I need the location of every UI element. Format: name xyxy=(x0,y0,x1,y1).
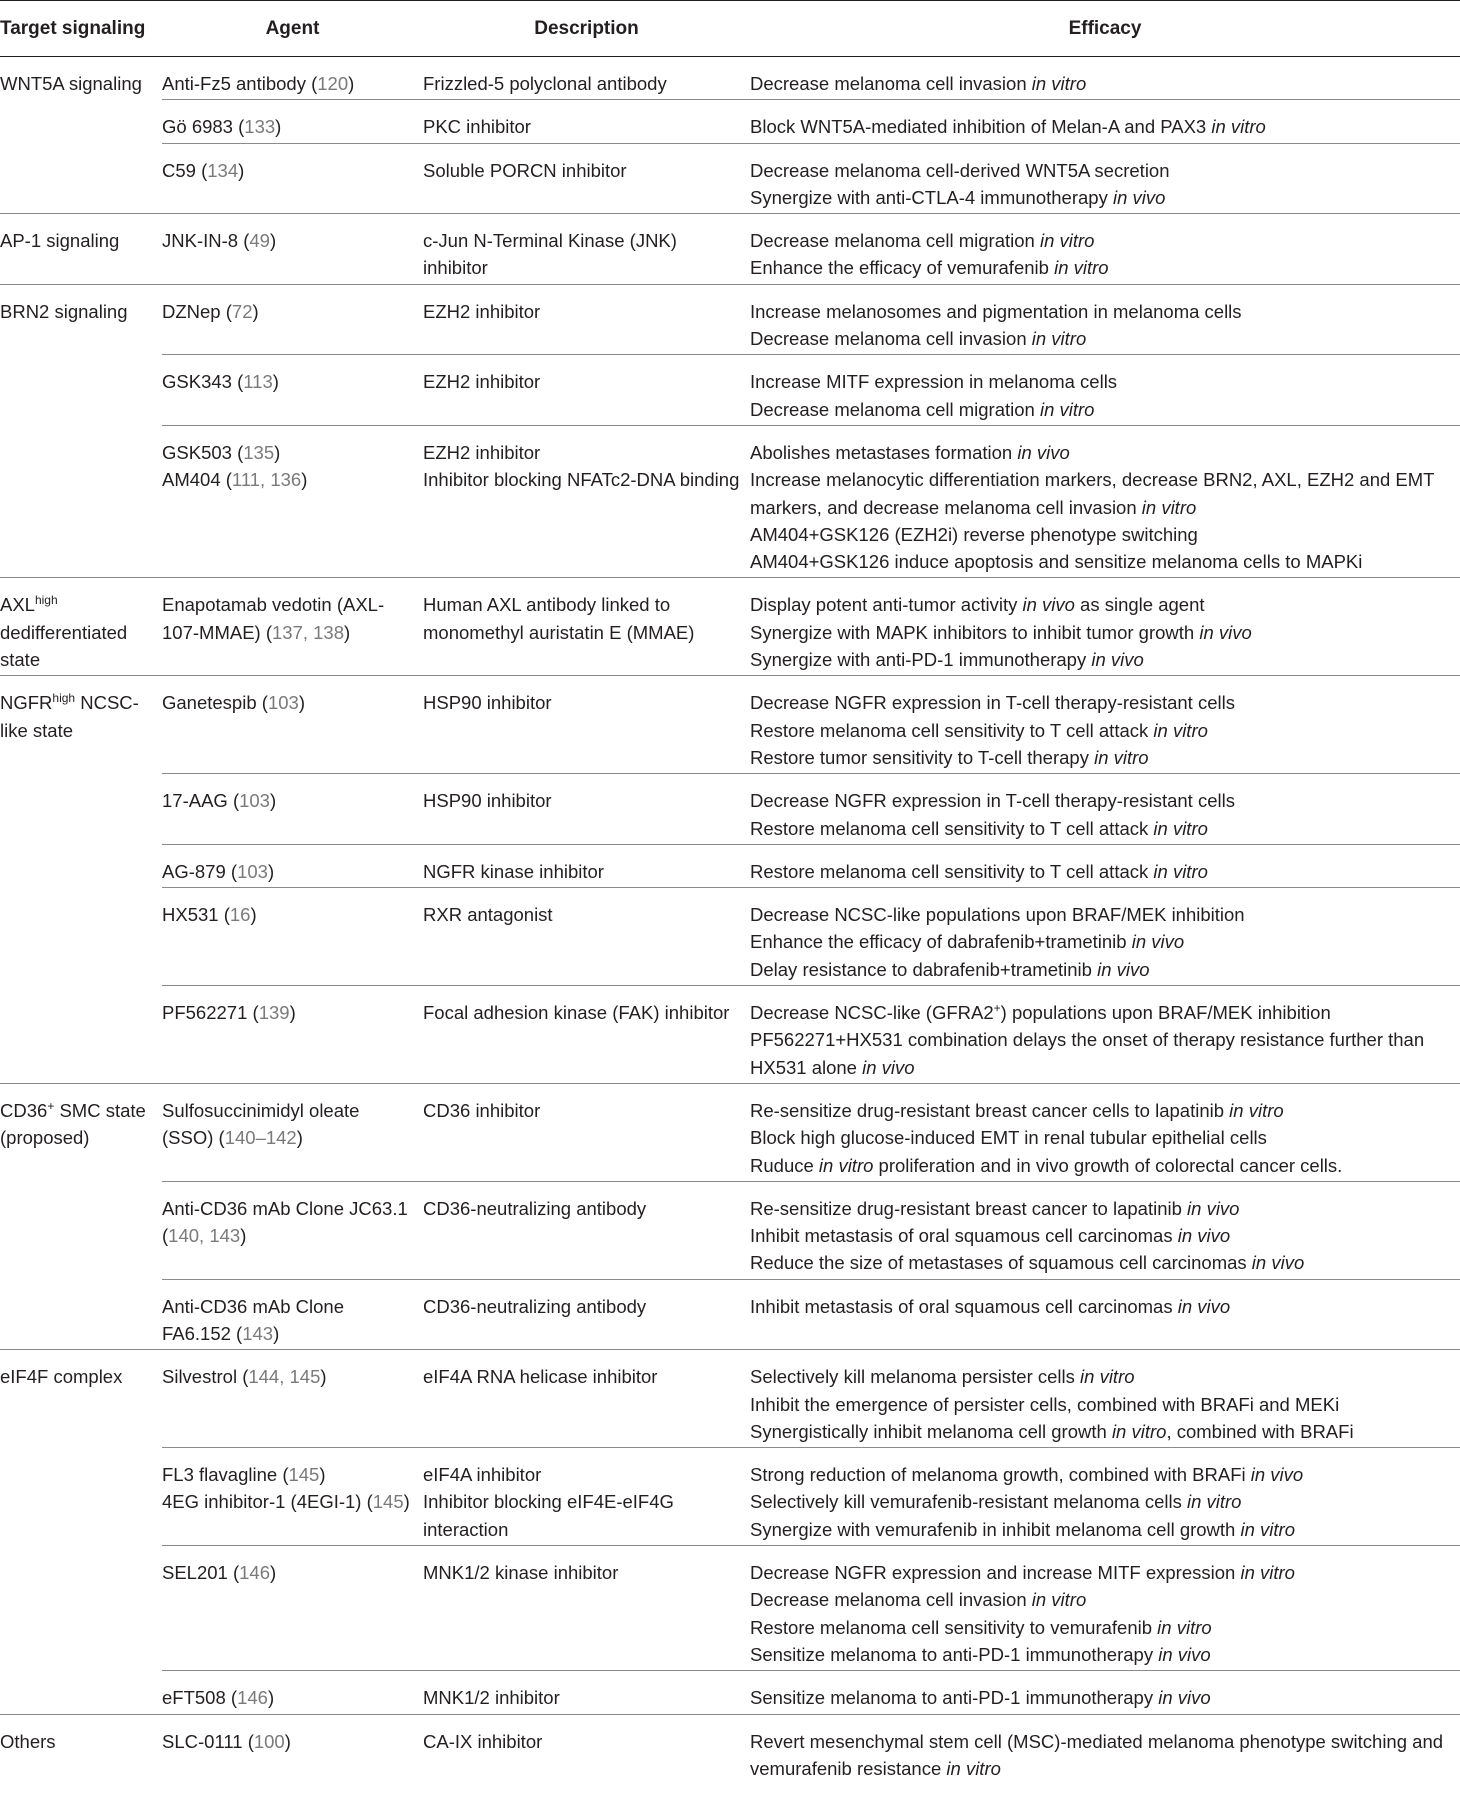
italic-qualifier: in vivo xyxy=(1091,649,1144,671)
agent-line: GSK503 (135) xyxy=(162,441,281,463)
agent-line: AG-879 (103) xyxy=(162,860,275,882)
efficacy-line: Restore tumor sensitivity to T-cell therapy in vitro xyxy=(750,746,1149,768)
description-line: c-Jun N-Terminal Kinase (JNK) inhibitor xyxy=(423,230,677,279)
reference-number: 145 xyxy=(372,1491,404,1513)
efficacy-cell xyxy=(750,676,1460,774)
agent-cell xyxy=(162,214,423,285)
efficacy-line: Block WNT5A-mediated inhibition of Melan-A and PAX3 in vitro xyxy=(750,116,1266,138)
table-body xyxy=(0,57,1460,1785)
target-label: CD36 xyxy=(0,1099,48,1121)
superscript-plus: + xyxy=(993,1001,1001,1016)
efficacy-line: Strong reduction of melanoma growth, combined with BRAFi in vivo xyxy=(750,1464,1304,1486)
agent-line: FL3 flavagline (145) xyxy=(162,1464,326,1486)
reference-number: 137, 138 xyxy=(272,621,345,643)
efficacy-line: Sensitize melanoma to anti-PD-1 immunotherapy in vivo xyxy=(750,1643,1211,1665)
agent-cell xyxy=(162,888,423,986)
agent-cell xyxy=(162,774,423,845)
reference-number: 103 xyxy=(239,790,270,812)
efficacy-line: Enhance the efficacy of dabrafenib+trametinib in vivo xyxy=(750,931,1185,953)
efficacy-cell xyxy=(750,1279,1460,1350)
agent-cell xyxy=(162,143,423,214)
description-cell xyxy=(423,774,750,845)
efficacy-line: Decrease melanoma cell-derived WNT5A secretion xyxy=(750,159,1170,181)
reference-number: 140–142 xyxy=(224,1127,297,1149)
efficacy-line: Delay resistance to dabrafenib+trametinib in vivo xyxy=(750,958,1150,980)
reference-number: 100 xyxy=(253,1730,285,1752)
reference-number: 135 xyxy=(243,441,275,463)
description-line: HSP90 inhibitor xyxy=(423,692,552,714)
reference-number: 133 xyxy=(244,116,276,138)
efficacy-cell xyxy=(750,214,1460,285)
target-label: AXL xyxy=(0,594,35,616)
description-line: NGFR kinase inhibitor xyxy=(423,860,604,882)
agent-cell xyxy=(162,986,423,1084)
reference-number: 144, 145 xyxy=(248,1366,321,1388)
description-cell xyxy=(423,844,750,887)
italic-qualifier: in vitro xyxy=(1229,1099,1284,1121)
target-superscript: high xyxy=(52,691,76,706)
description-line: Inhibitor blocking eIF4E-eIF4G interaction xyxy=(423,1491,674,1540)
description-cell xyxy=(423,57,750,100)
efficacy-line: Restore melanoma cell sensitivity to T cell attack in vitro xyxy=(750,860,1208,882)
reference-number: 146 xyxy=(239,1562,271,1584)
agent-line: SLC-0111 (100) xyxy=(162,1730,291,1752)
agent-line: eFT508 (146) xyxy=(162,1687,275,1709)
efficacy-line: AM404+GSK126 (EZH2i) reverse phenotype switching xyxy=(750,523,1198,545)
table-row xyxy=(0,1181,1460,1279)
table-row xyxy=(0,214,1460,285)
agent-cell xyxy=(162,100,423,143)
agent-line: GSK343 (113) xyxy=(162,371,279,393)
efficacy-line: Abolishes metastases formation in vivo xyxy=(750,441,1070,463)
description-cell xyxy=(423,1448,750,1546)
agent-cell xyxy=(162,676,423,774)
italic-qualifier: in vitro xyxy=(1153,860,1208,882)
agent-cell xyxy=(162,844,423,887)
italic-qualifier: in vitro xyxy=(1157,1616,1212,1638)
table-row xyxy=(0,1714,1460,1784)
description-cell xyxy=(423,578,750,676)
agent-line: DZNep (72) xyxy=(162,300,259,322)
target-signaling-cell xyxy=(0,578,162,676)
efficacy-cell xyxy=(750,425,1460,577)
description-line: EZH2 inhibitor xyxy=(423,441,541,463)
agent-cell xyxy=(162,1448,423,1546)
efficacy-line: Synergistically inhibit melanoma cell growth in vitro, combined with BRAFi xyxy=(750,1420,1354,1442)
italic-qualifier: in vitro xyxy=(1153,817,1208,839)
efficacy-line: Restore melanoma cell sensitivity to T cell attack in vitro xyxy=(750,817,1208,839)
reference-number: 146 xyxy=(237,1687,268,1709)
description-line: Soluble PORCN inhibitor xyxy=(423,159,627,181)
efficacy-line: Decrease NGFR expression and increase MITF expression in vitro xyxy=(750,1562,1295,1584)
efficacy-cell xyxy=(750,1671,1460,1714)
table-row xyxy=(0,1546,1460,1671)
efficacy-cell xyxy=(750,355,1460,426)
description-cell xyxy=(423,284,750,355)
efficacy-line: Decrease NCSC-like (GFRA2+) populations upon BRAF/MEK inhibition xyxy=(750,1001,1331,1024)
agent-cell xyxy=(162,1671,423,1714)
reference-number: 140, 143 xyxy=(168,1225,241,1247)
agent-cell xyxy=(162,1279,423,1350)
efficacy-line: Selectively kill vemurafenib-resistant melanoma cells in vitro xyxy=(750,1491,1242,1513)
agent-line: Sulfosuccinimidyl oleate (SSO) (140–142) xyxy=(162,1099,360,1149)
italic-qualifier: in vivo xyxy=(862,1056,915,1078)
efficacy-line: PF562271+HX531 combination delays the onset of therapy resistance further than HX531 alone in vivo xyxy=(750,1029,1425,1078)
efficacy-cell xyxy=(750,143,1460,214)
agent-line: Silvestrol (144, 145) xyxy=(162,1366,327,1388)
reference-number: 113 xyxy=(243,371,273,393)
reference-number: 143 xyxy=(242,1322,274,1344)
description-cell xyxy=(423,888,750,986)
italic-qualifier: in vivo xyxy=(1131,931,1185,953)
italic-qualifier: in vitro xyxy=(1240,1562,1295,1584)
target-label-rest: dedifferentiated state xyxy=(0,621,128,671)
target-superscript: + xyxy=(47,1098,55,1113)
efficacy-line: Enhance the efficacy of vemurafenib in vitro xyxy=(750,257,1109,279)
table-row xyxy=(0,888,1460,986)
target-signaling-cell xyxy=(0,57,162,214)
italic-qualifier: in vitro xyxy=(1031,1589,1087,1611)
reference-number: 139 xyxy=(258,1002,290,1024)
reference-number: 111, 136 xyxy=(231,469,302,491)
description-line: Inhibitor blocking NFATc2-DNA binding xyxy=(423,469,740,491)
agent-cell xyxy=(162,1083,423,1181)
description-cell xyxy=(423,1350,750,1448)
efficacy-cell xyxy=(750,774,1460,845)
agent-line: JNK-IN-8 (49) xyxy=(162,230,277,252)
efficacy-line: Re-sensitize drug-resistant breast cancer to lapatinib in vivo xyxy=(750,1197,1240,1219)
italic-qualifier: in vitro xyxy=(1094,746,1149,768)
table-row xyxy=(0,1671,1460,1714)
reference-number: 16 xyxy=(229,904,251,926)
agent-line: SEL201 (146) xyxy=(162,1562,277,1584)
italic-qualifier: in vitro xyxy=(1031,328,1087,350)
italic-qualifier: in vivo xyxy=(1022,594,1075,616)
efficacy-line: Decrease melanoma cell migration in vitro xyxy=(750,230,1095,252)
efficacy-cell xyxy=(750,1083,1460,1181)
table-row xyxy=(0,143,1460,214)
reference-number: 134 xyxy=(207,159,239,181)
efficacy-line: Display potent anti-tumor activity in vivo as single agent xyxy=(750,594,1205,616)
table-row xyxy=(0,57,1460,100)
description-line: MNK1/2 kinase inhibitor xyxy=(423,1562,619,1584)
efficacy-cell xyxy=(750,578,1460,676)
description-line: CA-IX inhibitor xyxy=(423,1730,543,1752)
efficacy-line: Revert mesenchymal stem cell (MSC)-mediated melanoma phenotype switching and vemurafenib resistance in vitro xyxy=(750,1730,1444,1779)
italic-qualifier: in vitro xyxy=(1039,230,1095,252)
agent-line: AM404 (111, 136) xyxy=(162,469,308,491)
efficacy-line: Selectively kill melanoma persister cells in vitro xyxy=(750,1366,1135,1388)
efficacy-line: Inhibit metastasis of oral squamous cell carcinomas in vivo xyxy=(750,1225,1231,1247)
agent-cell xyxy=(162,425,423,577)
agent-cell xyxy=(162,1350,423,1448)
description-line: EZH2 inhibitor xyxy=(423,371,541,393)
agent-line: 4EG inhibitor-1 (4EGI-1) (145) xyxy=(162,1491,410,1513)
description-line: CD36-neutralizing antibody xyxy=(423,1197,647,1219)
reference-number: 145 xyxy=(288,1464,320,1486)
table-row xyxy=(0,1448,1460,1546)
agent-cell xyxy=(162,284,423,355)
efficacy-cell xyxy=(750,986,1460,1084)
reference-number: 49 xyxy=(249,230,270,252)
table-row xyxy=(0,425,1460,577)
agent-cell xyxy=(162,355,423,426)
description-line: Frizzled-5 polyclonal antibody xyxy=(423,73,667,94)
table-row xyxy=(0,1350,1460,1448)
table-row xyxy=(0,284,1460,355)
target-signaling-cell xyxy=(0,1083,162,1349)
efficacy-line: Ruduce in vitro proliferation and in vivo growth of colorectal cancer cells. xyxy=(750,1154,1343,1176)
italic-qualifier: in vitro xyxy=(818,1154,874,1176)
reference-number: 103 xyxy=(237,860,268,882)
description-cell xyxy=(423,986,750,1084)
efficacy-cell xyxy=(750,1181,1460,1279)
efficacy-line: Decrease melanoma cell migration in vitro xyxy=(750,398,1095,420)
italic-qualifier: in vivo xyxy=(1199,621,1252,643)
target-label: WNT5A signaling xyxy=(0,73,142,94)
description-cell xyxy=(423,214,750,285)
agent-line: Anti-CD36 mAb Clone JC63.1 (140, 143) xyxy=(162,1197,408,1247)
description-line: eIF4A inhibitor xyxy=(423,1464,542,1486)
table-row xyxy=(0,676,1460,774)
efficacy-line: Restore melanoma cell sensitivity to vemurafenib in vitro xyxy=(750,1616,1212,1638)
table-row xyxy=(0,844,1460,887)
description-line: CD36-neutralizing antibody xyxy=(423,1295,647,1317)
efficacy-line: Inhibit metastasis of oral squamous cell carcinomas in vivo xyxy=(750,1295,1231,1317)
description-line: MNK1/2 inhibitor xyxy=(423,1687,560,1709)
target-label-rest: SMC state (proposed) xyxy=(0,1099,146,1149)
efficacy-line: Increase melanocytic differentiation markers, decrease BRN2, AXL, EZH2 and EMT markers, and decrease melanoma cell invasion in vitro xyxy=(750,469,1435,518)
efficacy-line: Decrease NGFR expression in T-cell therapy-resistant cells xyxy=(750,692,1235,714)
efficacy-cell xyxy=(750,1350,1460,1448)
target-label: eIF4F complex xyxy=(0,1366,123,1388)
efficacy-line: Synergize with vemurafenib in inhibit melanoma cell growth in vitro xyxy=(750,1518,1295,1540)
agent-line: HX531 (16) xyxy=(162,904,257,926)
efficacy-line: Synergize with anti-CTLA-4 immunotherapy in vivo xyxy=(750,186,1166,208)
target-label: NGFR xyxy=(0,692,53,714)
agent-cell xyxy=(162,1181,423,1279)
italic-qualifier: in vivo xyxy=(1177,1225,1231,1247)
description-cell xyxy=(423,1181,750,1279)
agent-line: Anti-Fz5 antibody (120) xyxy=(162,73,355,94)
efficacy-cell xyxy=(750,284,1460,355)
description-cell xyxy=(423,100,750,143)
efficacy-cell xyxy=(750,100,1460,143)
target-signaling-cell xyxy=(0,676,162,1084)
efficacy-cell xyxy=(750,57,1460,100)
italic-qualifier: in vivo xyxy=(1250,1464,1304,1486)
efficacy-line: Decrease melanoma cell invasion in vitro xyxy=(750,328,1087,350)
efficacy-line: Synergize with MAPK inhibitors to inhibit tumor growth in vivo xyxy=(750,621,1252,643)
efficacy-cell xyxy=(750,844,1460,887)
target-label: BRN2 signaling xyxy=(0,300,128,322)
table-row xyxy=(0,1083,1460,1181)
efficacy-line: Reduce the size of metastases of squamous cell carcinomas in vivo xyxy=(750,1252,1305,1274)
reference-number: 103 xyxy=(267,692,299,714)
italic-qualifier: in vitro xyxy=(1054,257,1109,279)
description-cell xyxy=(423,676,750,774)
header-efficacy: Efficacy xyxy=(750,1,1460,57)
italic-qualifier: in vivo xyxy=(1097,958,1150,980)
agent-line: C59 (134) xyxy=(162,159,245,181)
italic-qualifier: in vivo xyxy=(1158,1643,1211,1665)
efficacy-line: Decrease melanoma cell invasion in vitro xyxy=(750,73,1087,94)
table-row xyxy=(0,774,1460,845)
italic-qualifier: in vivo xyxy=(1112,186,1166,208)
description-line: eIF4A RNA helicase inhibitor xyxy=(423,1366,658,1388)
italic-qualifier: in vitro xyxy=(1080,1366,1135,1388)
header-agent: Agent xyxy=(162,1,423,57)
efficacy-cell xyxy=(750,1448,1460,1546)
italic-qualifier: in vitro xyxy=(1153,719,1208,741)
description-cell xyxy=(423,1671,750,1714)
description-line: HSP90 inhibitor xyxy=(423,790,552,812)
efficacy-line: Restore melanoma cell sensitivity to T cell attack in vitro xyxy=(750,719,1208,741)
header-row xyxy=(0,1,1460,57)
efficacy-line: AM404+GSK126 induce apoptosis and sensitize melanoma cells to MAPKi xyxy=(750,551,1363,573)
table-row xyxy=(0,986,1460,1084)
agent-cell xyxy=(162,578,423,676)
header-target: Target signaling xyxy=(0,1,162,57)
description-line: RXR antagonist xyxy=(423,904,553,926)
agent-line: PF562271 (139) xyxy=(162,1002,296,1024)
italic-qualifier: in vivo xyxy=(1187,1197,1240,1219)
description-line: Focal adhesion kinase (FAK) inhibitor xyxy=(423,1002,730,1024)
italic-qualifier: in vitro xyxy=(1211,116,1266,138)
table-row xyxy=(0,100,1460,143)
target-signaling-cell xyxy=(0,1350,162,1714)
agent-cell xyxy=(162,57,423,100)
italic-qualifier: in vitro xyxy=(1111,1420,1167,1442)
italic-qualifier: in vivo xyxy=(1158,1687,1211,1709)
efficacy-line: Decrease NGFR expression in T-cell therapy-resistant cells xyxy=(750,790,1235,812)
agent-line: Ganetespib (103) xyxy=(162,692,305,714)
efficacy-line: Sensitize melanoma to anti-PD-1 immunotherapy in vivo xyxy=(750,1687,1211,1709)
agent-cell xyxy=(162,1714,423,1784)
efficacy-cell xyxy=(750,1546,1460,1671)
target-signaling-cell xyxy=(0,214,162,285)
header-description: Description xyxy=(423,1,750,57)
target-signaling-cell xyxy=(0,284,162,578)
agent-line: Anti-CD36 mAb Clone FA6.152 (143) xyxy=(162,1295,344,1344)
description-line: Human AXL antibody linked to monomethyl auristatin E (MMAE) xyxy=(423,594,695,643)
table-row xyxy=(0,355,1460,426)
target-label: AP-1 signaling xyxy=(0,230,120,252)
efficacy-line: Re-sensitize drug-resistant breast cancer cells to lapatinib in vitro xyxy=(750,1099,1284,1121)
description-cell xyxy=(423,1714,750,1784)
agent-line: Gö 6983 (133) xyxy=(162,116,282,138)
italic-qualifier: in vivo xyxy=(1251,1252,1305,1274)
italic-qualifier: in vitro xyxy=(1039,398,1095,420)
italic-qualifier: in vitro xyxy=(1186,1491,1242,1513)
efficacy-line: Decrease NCSC-like populations upon BRAF/MEK inhibition xyxy=(750,904,1245,926)
table-row xyxy=(0,578,1460,676)
description-cell xyxy=(423,425,750,577)
italic-qualifier: in vivo xyxy=(1017,441,1070,463)
target-label-rest: NCSC-like state xyxy=(0,692,139,741)
agent-line: Enapotamab vedotin (AXL-107-MMAE) (137, 138) xyxy=(162,594,385,643)
description-cell xyxy=(423,143,750,214)
target-signaling-cell xyxy=(0,1714,162,1784)
reference-number: 72 xyxy=(231,300,253,322)
italic-qualifier: in vivo xyxy=(1177,1295,1231,1317)
description-line: EZH2 inhibitor xyxy=(423,300,541,322)
agent-line: 17-AAG (103) xyxy=(162,790,277,812)
efficacy-line: Inhibit the emergence of persister cells, combined with BRAFi and MEKi xyxy=(750,1393,1340,1415)
table-row xyxy=(0,1279,1460,1350)
efficacy-line: Synergize with anti-PD-1 immunotherapy in vivo xyxy=(750,649,1144,671)
description-cell xyxy=(423,355,750,426)
italic-qualifier: in vitro xyxy=(1031,73,1087,94)
description-cell xyxy=(423,1279,750,1350)
target-superscript: high xyxy=(34,593,58,608)
efficacy-line: Increase melanosomes and pigmentation in melanoma cells xyxy=(750,300,1242,322)
description-cell xyxy=(423,1083,750,1181)
description-line: CD36 inhibitor xyxy=(423,1099,541,1121)
efficacy-line: Block high glucose-induced EMT in renal tubular epithelial cells xyxy=(750,1127,1267,1149)
efficacy-line: Increase MITF expression in melanoma cells xyxy=(750,371,1118,393)
efficacy-cell xyxy=(750,1714,1460,1784)
reference-number: 120 xyxy=(317,73,349,94)
efficacy-line: Decrease melanoma cell invasion in vitro xyxy=(750,1589,1087,1611)
target-label: Others xyxy=(0,1730,56,1752)
italic-qualifier: in vitro xyxy=(946,1757,1001,1779)
description-cell xyxy=(423,1546,750,1671)
efficacy-cell xyxy=(750,888,1460,986)
agent-cell xyxy=(162,1546,423,1671)
italic-qualifier: in vitro xyxy=(1240,1518,1295,1540)
italic-qualifier: in vitro xyxy=(1141,496,1197,518)
description-line: PKC inhibitor xyxy=(423,116,531,138)
